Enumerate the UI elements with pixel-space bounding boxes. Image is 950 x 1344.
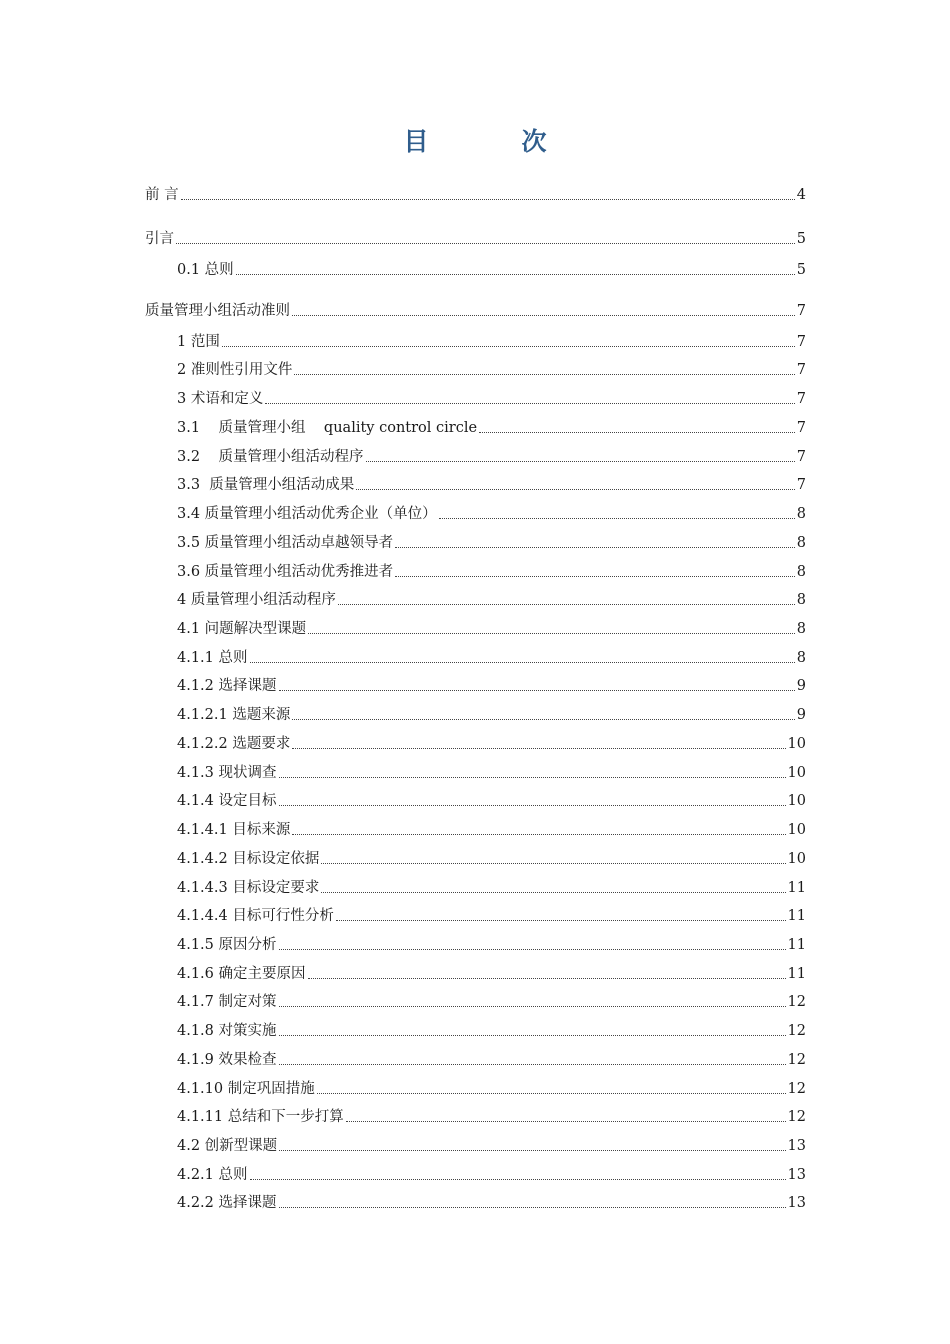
toc-entry[interactable] — [177, 817, 806, 839]
toc-entry[interactable] — [177, 760, 806, 782]
toc-entry-page: 5 — [796, 231, 806, 247]
dot-leader — [279, 1150, 785, 1151]
toc-entry-page: 7 — [796, 420, 806, 436]
toc-entry-label: 3.5 质量管理小组活动卓越领导者 — [177, 535, 394, 551]
toc-entry-label: 质量管理小组活动准则 — [145, 303, 290, 319]
dot-leader — [439, 518, 795, 519]
toc-entry-label: 4 质量管理小组活动程序 — [177, 592, 336, 608]
dot-leader — [250, 662, 795, 663]
toc-entry-page: 7 — [796, 334, 806, 350]
toc-entry-page: 13 — [787, 1138, 806, 1154]
toc-entry-label: 2 准则性引用文件 — [177, 362, 293, 378]
dot-leader — [250, 1179, 786, 1180]
dot-leader — [321, 863, 785, 864]
toc-entry[interactable] — [177, 501, 806, 523]
toc-entry-page: 11 — [787, 908, 806, 924]
toc-entry[interactable] — [177, 386, 806, 408]
toc-entry[interactable] — [177, 645, 806, 667]
toc-entry[interactable] — [177, 1133, 806, 1155]
toc-entry-label: 4.1.4.1 目标来源 — [177, 822, 291, 838]
dot-leader — [292, 834, 785, 835]
dot-leader — [346, 1121, 786, 1122]
toc-entry-page: 10 — [787, 822, 806, 838]
dot-leader — [222, 346, 795, 347]
toc-entry[interactable] — [177, 587, 806, 609]
dot-leader — [279, 1035, 786, 1036]
toc-entry[interactable] — [177, 1047, 806, 1069]
dot-leader — [395, 576, 795, 577]
dot-leader — [279, 949, 786, 950]
toc-entry-page: 13 — [787, 1167, 806, 1183]
dot-leader — [279, 1207, 786, 1208]
toc-entry[interactable] — [177, 788, 806, 810]
toc-entry-label: 引言 — [145, 231, 174, 247]
toc-entry-label: 4.2.2 选择课题 — [177, 1195, 277, 1211]
toc-entry[interactable] — [177, 673, 806, 695]
dot-leader — [356, 489, 794, 490]
toc-entry-page: 11 — [787, 937, 806, 953]
toc-entry[interactable] — [177, 702, 806, 724]
toc-entry-label: 3.2 质量管理小组活动程序 — [177, 449, 364, 465]
toc-entry[interactable] — [177, 530, 806, 552]
toc-entry-label: 4.1 问题解决型课题 — [177, 621, 307, 637]
dot-leader — [308, 633, 795, 634]
toc-entry-label: 3 术语和定义 — [177, 391, 264, 407]
toc-entry[interactable] — [177, 846, 806, 868]
dot-leader — [181, 199, 795, 200]
dot-leader — [395, 547, 795, 548]
dot-leader — [366, 461, 795, 462]
dot-leader — [336, 920, 786, 921]
toc-entry[interactable] — [177, 1104, 806, 1126]
toc-entry-page: 4 — [796, 187, 806, 203]
toc-entry[interactable] — [177, 903, 806, 925]
toc-entry-label: 4.1.1 总则 — [177, 650, 248, 666]
toc-entry-page: 12 — [787, 1023, 806, 1039]
toc-entry-label: 4.1.9 效果检查 — [177, 1052, 277, 1068]
toc-entry-page: 12 — [787, 1081, 806, 1097]
toc-entry-page: 10 — [787, 851, 806, 867]
toc-entry-page: 7 — [796, 391, 806, 407]
toc-entry-label: 4.1.10 制定巩固措施 — [177, 1081, 315, 1097]
table-of-contents — [145, 0, 806, 1344]
toc-entry-introduction[interactable] — [145, 226, 806, 248]
toc-entry[interactable] — [177, 559, 806, 581]
toc-entry-page: 8 — [796, 506, 806, 522]
toc-entry-label: 4.2 创新型课题 — [177, 1138, 278, 1154]
dot-leader — [292, 719, 794, 720]
toc-entry-label: 4.1.6 确定主要原因 — [177, 966, 306, 982]
toc-entry-page: 11 — [787, 966, 806, 982]
toc-entry[interactable] — [177, 1190, 806, 1212]
toc-entry-page: 9 — [796, 707, 806, 723]
toc-entry-page: 12 — [787, 1109, 806, 1125]
toc-entry-guidelines[interactable] — [145, 298, 806, 320]
toc-entry-page: 8 — [796, 592, 806, 608]
toc-entry-label: 4.1.4.4 目标可行性分析 — [177, 908, 334, 924]
dot-leader — [338, 604, 795, 605]
toc-entry[interactable] — [177, 616, 806, 638]
toc-entry[interactable] — [177, 1076, 806, 1098]
dot-leader — [479, 432, 795, 433]
toc-entry-label: 4.1.11 总结和下一步打算 — [177, 1109, 344, 1125]
toc-entry-label: 0.1 总则 — [177, 262, 234, 278]
toc-entry-page: 10 — [787, 765, 806, 781]
toc-entry[interactable] — [177, 961, 806, 983]
dot-leader — [279, 1006, 786, 1007]
toc-entry-page: 12 — [787, 1052, 806, 1068]
toc-entry-page: 13 — [787, 1195, 806, 1211]
toc-entry-page: 8 — [796, 564, 806, 580]
toc-entry-page: 8 — [796, 650, 806, 666]
toc-entry[interactable] — [177, 444, 806, 466]
toc-entry[interactable] — [177, 875, 806, 897]
dot-leader — [321, 892, 785, 893]
toc-entry-label: 3.1 质量管理小组 quality control circle — [177, 420, 478, 436]
toc-entry-label: 4.1.8 对策实施 — [177, 1023, 277, 1039]
toc-entry[interactable] — [177, 329, 806, 351]
page-title: 目 次 — [403, 127, 581, 156]
toc-entry-page: 8 — [796, 621, 806, 637]
toc-entry[interactable] — [177, 989, 806, 1011]
toc-entry-page: 5 — [796, 262, 806, 278]
toc-entry-label: 4.1.3 现状调查 — [177, 765, 277, 781]
dot-leader — [317, 1093, 786, 1094]
dot-leader — [292, 315, 795, 316]
dot-leader — [236, 274, 795, 275]
toc-entry-label: 3.4 质量管理小组活动优秀企业（单位） — [177, 506, 437, 522]
dot-leader — [294, 374, 794, 375]
dot-leader — [279, 777, 786, 778]
toc-entry-page: 8 — [796, 535, 806, 551]
toc-entry[interactable] — [177, 472, 806, 494]
dot-leader — [292, 748, 785, 749]
toc-entry-label: 4.1.7 制定对策 — [177, 994, 277, 1010]
toc-entry-page: 11 — [787, 880, 806, 896]
dot-leader — [176, 243, 795, 244]
toc-entry-page: 10 — [787, 736, 806, 752]
toc-entry-label: 4.1.2 选择课题 — [177, 678, 277, 694]
toc-entry-page: 7 — [796, 449, 806, 465]
toc-entry-label: 3.6 质量管理小组活动优秀推进者 — [177, 564, 394, 580]
toc-entry-page: 7 — [796, 362, 806, 378]
dot-leader — [308, 978, 786, 979]
toc-entry-label: 4.1.4.2 目标设定依据 — [177, 851, 320, 867]
toc-entry[interactable] — [177, 1018, 806, 1040]
toc-entry-label: 4.1.4.3 目标设定要求 — [177, 880, 320, 896]
toc-entry-page: 7 — [796, 477, 806, 493]
toc-entry[interactable] — [177, 1162, 806, 1184]
dot-leader — [279, 1064, 786, 1065]
toc-entry[interactable] — [177, 357, 806, 379]
toc-entry-label: 1 范围 — [177, 334, 220, 350]
dot-leader — [279, 690, 795, 691]
toc-entry[interactable] — [177, 731, 806, 753]
toc-entry-page: 9 — [796, 678, 806, 694]
toc-entry-page: 10 — [787, 793, 806, 809]
toc-entry-label: 4.1.4 设定目标 — [177, 793, 277, 809]
toc-entry-label: 4.1.2.1 选题来源 — [177, 707, 291, 723]
toc-entry-page: 7 — [796, 303, 806, 319]
toc-entry-label: 3.3 质量管理小组活动成果 — [177, 477, 355, 493]
toc-entry-label: 前 言 — [145, 187, 179, 203]
toc-entry-label: 4.1.2.2 选题要求 — [177, 736, 291, 752]
toc-entry-foreword[interactable] — [145, 182, 806, 204]
toc-entry-label: 4.1.5 原因分析 — [177, 937, 277, 953]
dot-leader — [265, 403, 794, 404]
toc-entry-label: 4.2.1 总则 — [177, 1167, 248, 1183]
toc-entry[interactable] — [177, 932, 806, 954]
toc-entry[interactable] — [177, 415, 806, 437]
toc-entry[interactable] — [177, 257, 806, 279]
toc-entry-page: 12 — [787, 994, 806, 1010]
dot-leader — [279, 805, 786, 806]
